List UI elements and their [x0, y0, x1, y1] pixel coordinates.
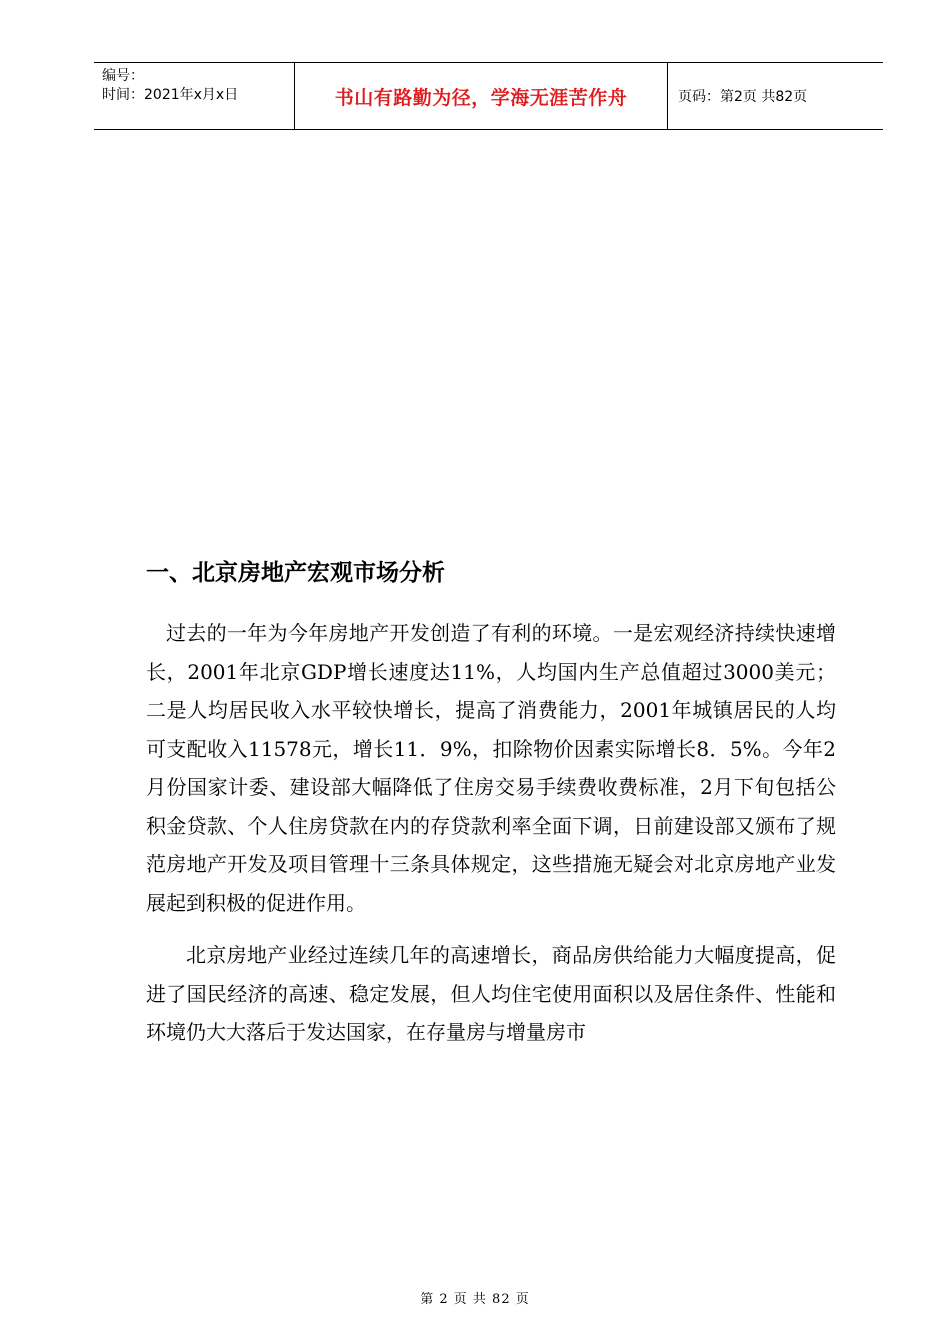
page-header	[94, 62, 883, 130]
paragraph-1: 过去的一年为今年房地产开发创造了有利的环境。一是宏观经济持续快速增长，2001年北京GDP增长速度达11%，人均国内生产总值超过3000美元；二是人均居民收入水平较快增长，提高了消费能力，2001年城镇居民的人均可支配收入11578元，增长11．9%，扣除物价因素实际增长8．5%。今年2月份国家计委、建设部大幅降低了住房交易手续费收费标准，2月下旬包括公积金贷款、个人住房贷款在内的存贷款利率全面下调，日前建设部又颁布了规范房地产开发及项目管理十三条具体规定，这些措施无疑会对北京房地产业发展起到积极的促进作用。	[146, 621, 836, 915]
time-label: 时间：2021年x月x日	[102, 87, 239, 103]
section-title: 一、北京房地产宏观市场分析	[146, 560, 445, 586]
number-label: 编号：	[102, 68, 144, 84]
header-page-info: 页码：第2页 共82页	[678, 89, 808, 105]
paragraph-2: 北京房地产业经过连续几年的高速增长，商品房供给能力大幅度提高，促进了国民经济的高速、稳定发展，但人均住宅使用面积以及居住条件、性能和环境仍大大落后于发达国家，在存量房与增量房市	[146, 943, 836, 1044]
page-footer: 第 2 页 共 82 页	[420, 1292, 530, 1307]
section-body	[146, 614, 836, 1052]
header-meta	[94, 63, 295, 129]
header-motto: 书山有路勤为径，学海无涯苦作舟	[295, 63, 668, 129]
